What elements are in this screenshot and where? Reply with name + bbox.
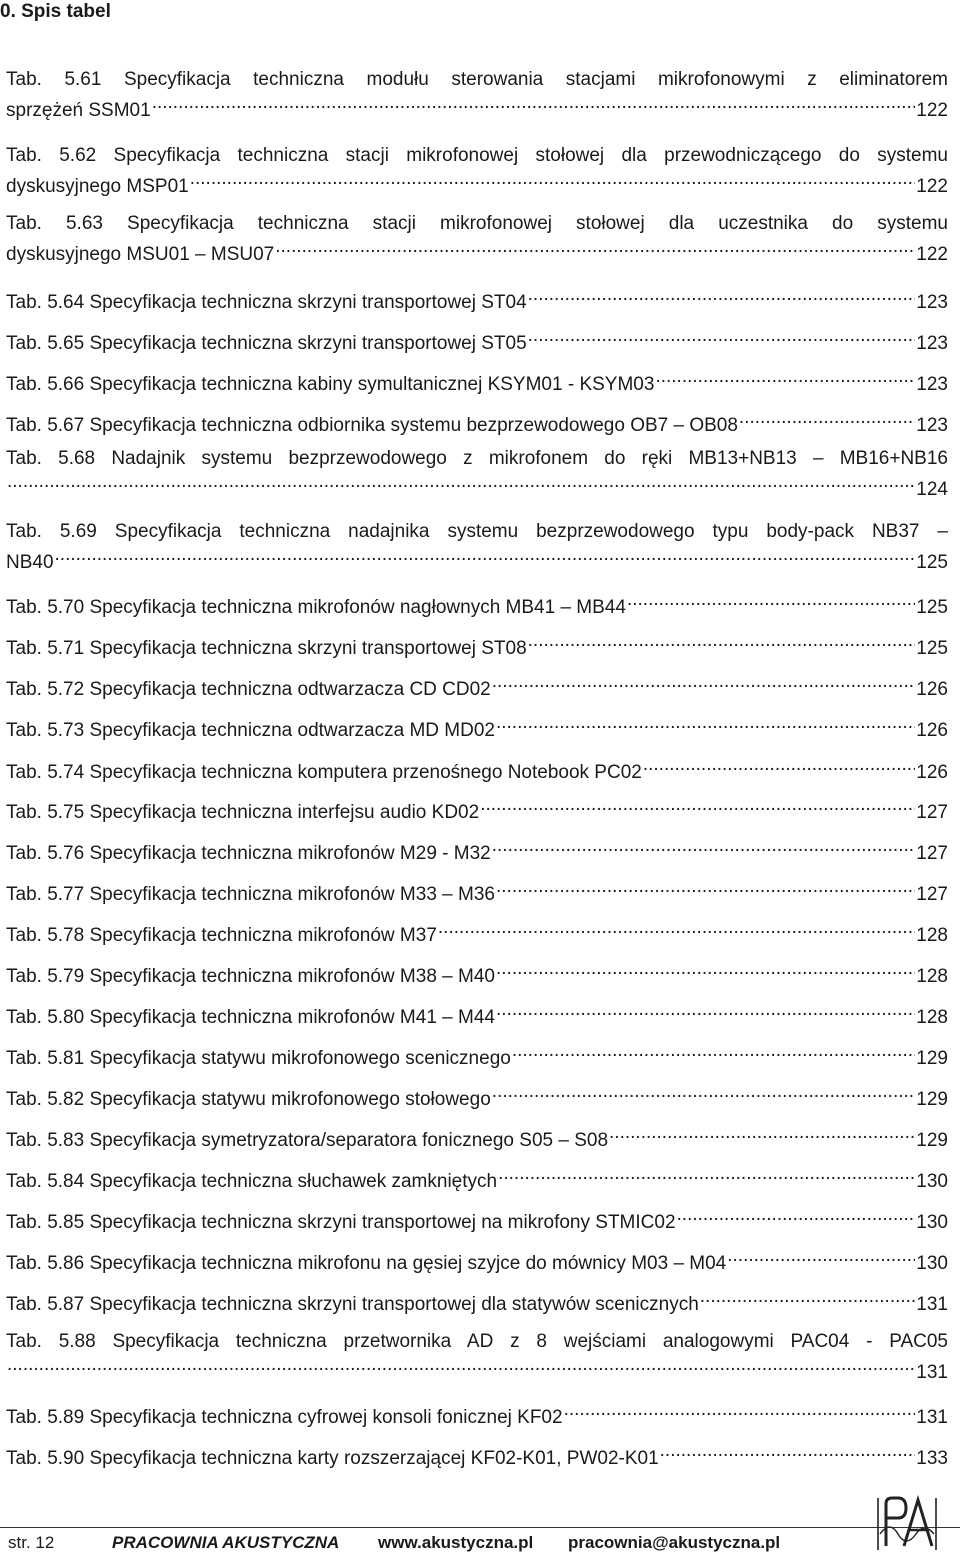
toc-entry-text: Tab. 5.84 Specyfikacja techniczna słuchawek zamkniętych [6,1171,498,1192]
toc-entry-text: NB40 [6,552,54,573]
toc-page-number: 128 [916,925,948,946]
toc-entry[interactable] [6,407,948,436]
toc-entry-row [6,325,948,354]
toc-page-number: 130 [916,1253,948,1274]
dot-leader [7,471,915,495]
toc-entry-text: Tab. 5.71 Specyfikacja techniczna skrzyni transportowej ST08 [6,638,527,659]
toc-entry-row [6,1399,948,1428]
toc-entry[interactable] [6,1399,948,1428]
toc-entry-row [6,917,948,946]
toc-entry[interactable] [6,1122,948,1151]
toc-page-number: 126 [916,679,948,700]
email-link[interactable]: pracownia@akustyczna.pl [568,1533,781,1552]
dot-leader [480,794,915,818]
toc-page-number: 130 [916,1212,948,1233]
toc-page-number: 125 [916,552,948,573]
dot-leader [564,1399,916,1423]
toc-entry-text: Tab. 5.75 Specyfikacja techniczna interfejsu audio KD02 [6,802,480,823]
toc-entry-text: Tab. 5.86 Specyfikacja techniczna mikrofonu na gęsiej szyjce do mównicy M03 – M04 [6,1253,727,1274]
toc-entry[interactable] [6,1040,948,1069]
toc-entry[interactable] [6,1081,948,1110]
toc-entry[interactable] [6,520,948,573]
toc-page-number: 129 [916,1130,948,1151]
toc-entry-text: Tab. 5.80 Specyfikacja techniczna mikrofonów M41 – M44 [6,1007,495,1028]
footer-divider [0,1527,960,1528]
dot-leader [609,1122,915,1146]
toc-entry-text: Tab. 5.70 Specyfikacja techniczna mikrofonów nagłownych MB41 – MB44 [6,597,626,618]
toc-page-number: 126 [916,762,948,783]
toc-entry-text: sprzężeń SSM01 [6,100,151,121]
toc-page-number: 123 [916,333,948,354]
toc-page-number: 124 [916,479,948,500]
toc-entry[interactable] [6,1286,948,1315]
toc-entry-title: Tab. 5.68 Nadajnik systemu bezprzewodowego z mikrofonem do ręki MB13+NB13 – MB16+NB16 [6,448,948,469]
toc-page-number: 127 [916,843,948,864]
dot-leader [492,1081,916,1105]
dot-leader [660,1440,916,1464]
toc-entry-title: Tab. 5.61 Specyfikacja techniczna modułu sterowania stacjami mikrofonowymi z eliminatorem [6,69,948,90]
toc-entry[interactable] [6,1440,948,1469]
toc-entry-text: Tab. 5.64 Specyfikacja techniczna skrzyni transportowej ST04 [6,292,527,313]
toc-entry-text: Tab. 5.72 Specyfikacja techniczna odtwarzacza CD CD02 [6,679,491,700]
toc-entry[interactable] [6,1330,948,1383]
dot-leader [727,1245,915,1269]
toc-entry-text: Tab. 5.67 Specyfikacja techniczna odbiornika systemu bezprzewodowego OB7 – OB08 [6,415,738,436]
toc-entry-text: Tab. 5.66 Specyfikacja techniczna kabiny symultanicznej KSYM01 - KSYM03 [6,374,655,395]
toc-entry-row [6,1163,948,1192]
dot-leader [55,544,916,568]
dot-leader [739,407,915,431]
dot-leader [492,671,916,695]
toc-entry[interactable] [6,1204,948,1233]
page-footer [0,1533,960,1553]
toc-page-number: 131 [916,1294,948,1315]
toc-entry[interactable] [6,1245,948,1274]
toc-page-number: 123 [916,415,948,436]
toc-entry-title: Tab. 5.69 Specyfikacja techniczna nadajnika systemu bezprzewodowego typu body-pack NB37 – [6,521,948,542]
toc-entry-row [6,544,948,573]
toc-page-number: 131 [916,1407,948,1428]
toc-entry-text: Tab. 5.89 Specyfikacja techniczna cyfrowej konsoli fonicznej KF02 [6,1407,563,1428]
toc-entry-row [6,671,948,700]
toc-entry-row [6,876,948,905]
toc-page-number: 131 [916,1362,948,1383]
toc-entry[interactable] [6,794,948,823]
toc-page-number: 123 [916,292,948,313]
toc-entry[interactable] [6,366,948,395]
toc-entry-row [6,1440,948,1469]
toc-entry-text: Tab. 5.79 Specyfikacja techniczna mikrofonów M38 – M40 [6,966,495,987]
toc-entry-row [6,1081,948,1110]
toc-page-number: 133 [916,1448,948,1469]
dot-leader [152,92,916,116]
dot-leader [498,1163,915,1187]
toc-page-number: 130 [916,1171,948,1192]
toc-entry-row [6,630,948,659]
toc-entry-row [6,236,948,265]
dot-leader [512,1040,915,1064]
dot-leader [275,236,915,260]
toc-entry-text: Tab. 5.78 Specyfikacja techniczna mikrofonów M37 [6,925,437,946]
toc-entry-row [6,835,948,864]
toc-page-number: 123 [916,374,948,395]
toc-entry-row [6,1245,948,1274]
toc-page-number: 129 [916,1048,948,1069]
toc-entry-row [6,366,948,395]
toc-entry-row [6,92,948,121]
toc-entry-text: Tab. 5.87 Specyfikacja techniczna skrzyni transportowej dla statywów scenicznych [6,1294,699,1315]
page-number: str. 12 [8,1533,55,1552]
toc-entry-title: Tab. 5.62 Specyfikacja techniczna stacji mikrofonowej stołowej dla przewodniczącego do systemu [6,145,948,166]
toc-entry-text: Tab. 5.90 Specyfikacja techniczna karty rozszerzającej KF02-K01, PW02-K01 [6,1448,659,1469]
toc-entry[interactable] [6,671,948,700]
toc-page-number: 122 [916,176,948,197]
toc-entry-row [6,407,948,436]
toc-page-number: 128 [916,1007,948,1028]
toc-entry[interactable] [6,917,948,946]
toc-entry[interactable] [6,754,948,783]
toc-entry-row [6,958,948,987]
dot-leader [496,712,915,736]
toc-entry-title: Tab. 5.88 Specyfikacja techniczna przetwornika AD z 8 wejściami analogowymi PAC04 - PAC05 [6,1331,948,1352]
toc-entry-row [6,754,948,783]
toc-entry-row [6,999,948,1028]
dot-leader [492,835,916,859]
toc-entry-row [6,589,948,618]
toc-page-number: 125 [916,638,948,659]
pa-logo-icon [876,1490,938,1552]
toc-entry[interactable] [6,447,948,500]
company-name: PRACOWNIA AKUSTYCZNA [112,1533,340,1552]
toc-entry-row [6,794,948,823]
dot-leader [700,1286,916,1310]
toc-entry[interactable] [6,284,948,313]
toc-entry[interactable] [6,835,948,864]
toc-entry-row [6,1040,948,1069]
toc-entry[interactable] [6,325,948,354]
toc-page-number: 122 [916,100,948,121]
dot-leader [627,589,915,613]
toc-entry-text: Tab. 5.77 Specyfikacja techniczna mikrofonów M33 – M36 [6,884,495,905]
toc-entry-row [6,1204,948,1233]
dot-leader [7,1354,915,1378]
toc-entry-title: Tab. 5.63 Specyfikacja techniczna stacji mikrofonowej stołowej dla uczestnika do systemu [6,213,948,234]
dot-leader [528,325,916,349]
toc-entry-text: Tab. 5.83 Specyfikacja symetryzatora/separatora fonicznego S05 – S08 [6,1130,609,1151]
dot-leader [438,917,915,941]
dot-leader [677,1204,916,1228]
toc-page-number: 128 [916,966,948,987]
toc-entry-text: Tab. 5.73 Specyfikacja techniczna odtwarzacza MD MD02 [6,720,495,741]
toc-page-number: 122 [916,244,948,265]
dot-leader [496,958,915,982]
dot-leader [190,168,916,192]
website-link[interactable]: www.akustyczna.pl [378,1533,534,1552]
toc-entry[interactable] [6,630,948,659]
toc-entry-text: dyskusyjnego MSP01 [6,176,189,197]
toc-entry[interactable] [6,589,948,618]
toc-entry-row [6,1122,948,1151]
toc-entry[interactable] [6,212,948,265]
toc-entry-text: Tab. 5.85 Specyfikacja techniczna skrzyni transportowej na mikrofony STMIC02 [6,1212,676,1233]
toc-page-number: 127 [916,802,948,823]
toc-entry-row [6,1286,948,1315]
toc-page-number: 125 [916,597,948,618]
toc-entry-row [6,168,948,197]
dot-leader [643,754,915,778]
toc-page-number: 127 [916,884,948,905]
toc-entry[interactable] [6,1163,948,1192]
toc-entry-text: Tab. 5.82 Specyfikacja statywu mikrofonowego stołowego [6,1089,491,1110]
toc-entry-row [6,284,948,313]
toc-entry[interactable] [6,712,948,741]
toc-entry[interactable] [6,999,948,1028]
toc-entry-text: Tab. 5.65 Specyfikacja techniczna skrzyni transportowej ST05 [6,333,527,354]
toc-entry[interactable] [6,876,948,905]
toc-page-number: 126 [916,720,948,741]
toc-entry-row [6,712,948,741]
toc-entry-text: Tab. 5.81 Specyfikacja statywu mikrofonowego scenicznego [6,1048,511,1069]
toc-entry-row [6,1354,948,1383]
dot-leader [496,876,915,900]
toc-entry[interactable] [6,68,948,121]
page-title: 0. Spis tabel [0,1,111,22]
toc-entry-text: dyskusyjnego MSU01 – MSU07 [6,244,275,265]
dot-leader [655,366,915,390]
toc-entry-text: Tab. 5.74 Specyfikacja techniczna komputera przenośnego Notebook PC02 [6,762,642,783]
toc-entry[interactable] [6,958,948,987]
toc-page-number: 129 [916,1089,948,1110]
toc-entry-row [6,471,948,500]
dot-leader [496,999,915,1023]
dot-leader [528,630,916,654]
toc-entry[interactable] [6,144,948,197]
dot-leader [528,284,916,308]
toc-entry-text: Tab. 5.76 Specyfikacja techniczna mikrofonów M29 - M32 [6,843,491,864]
